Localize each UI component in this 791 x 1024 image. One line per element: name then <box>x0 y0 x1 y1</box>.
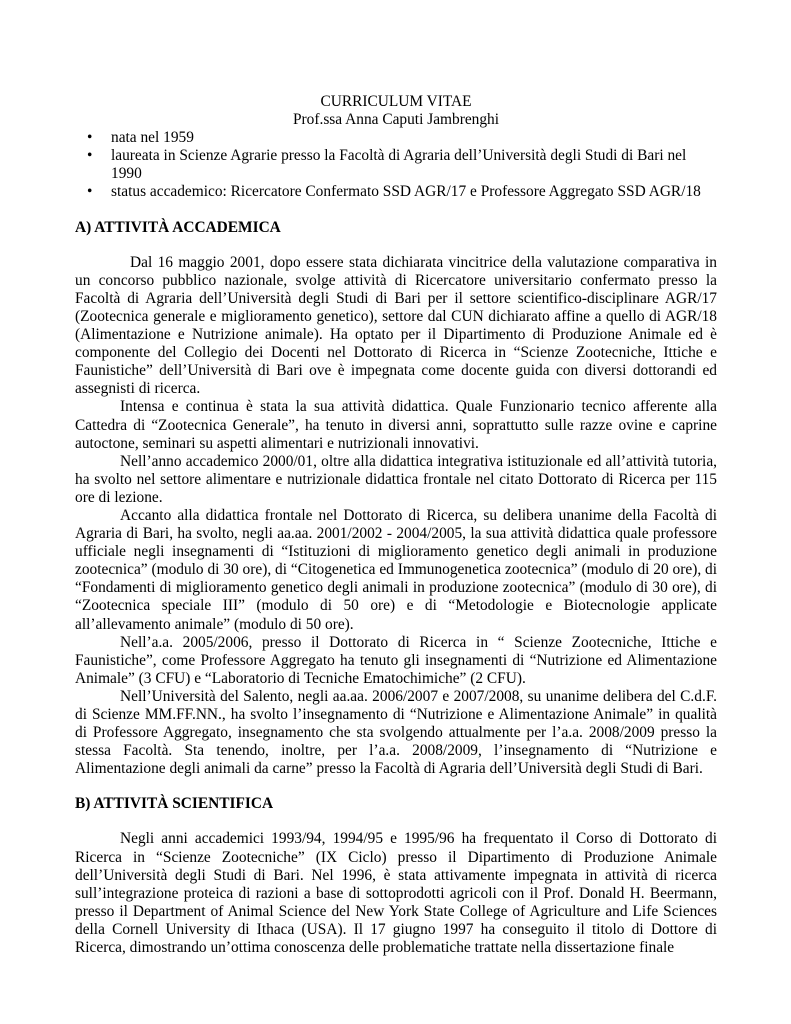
section-heading-scientific: B) ATTIVITÀ SCIENTIFICA <box>75 795 274 813</box>
paragraph: Accanto alla didattica frontale nel Dottorato di Ricerca, su delibera unanime della Facoltà di Agraria di Bari, ha svolto, negli aa.aa. 2001/2002 - 2004/2005, la sua attività didattica quale professore ufficiale negli insegnamenti di “Istituzioni di miglioramento genetico degli animali in produzione zootecnica” (modulo di 30 ore), di “Citogenetica ed Immunogenetica zootecnica” (modulo di 20 ore), di “Fondamenti di miglioramento genetico degli animali in produzione zootecnica” (modulo di 30 ore), di “Zootecnica speciale III” (modulo di 50 ore) e di “Metodologie e Biotecnologie applicate all’allevamento animale” (modulo di 50 ore). <box>75 506 717 633</box>
bullet-icon: • <box>87 183 93 201</box>
personal-info-list <box>75 129 717 201</box>
list-item-text: nata nel 1959 <box>111 129 194 147</box>
author-name: Prof.ssa Anna Caputi Jambrenghi <box>292 111 500 129</box>
list-item <box>75 183 717 201</box>
list-item <box>75 147 717 183</box>
list-item-text: status accademico: Ricercatore Confermato SSD AGR/17 e Professore Aggregato SSD AGR/18 <box>111 183 701 201</box>
section-heading-academic: A) ATTIVITÀ ACCADEMICA <box>75 218 281 236</box>
paragraph: Nell’Università del Salento, negli aa.aa. 2006/2007 e 2007/2008, su unanime delibera del C.d.F. di Scienze MM.FF.NN., ha svolto l’insegnamento di “Nutrizione e Alimentazione Animale” in qualità di Professore Aggregato, insegnamento che sta svolgendo attualmente per l’a.a. 2008/2009 presso la stessa Facoltà. Sta tenendo, inoltre, per l’a.a. 2008/2009, l’insegnamento di “Nutrizione e Alimentazione degli animali da carne” presso la Facoltà di Agraria dell’Università degli Studi di Bari. <box>75 687 717 778</box>
paragraph: Negli anni accademici 1993/94, 1994/95 e 1995/96 ha frequentato il Corso di Dottorato di Ricerca in “Scienze Zootecniche” (IX Ciclo) presso il Dipartimento di Produzione Animale dell’Università degli Studi di Bari. Nel 1996, è stata attivamente impegnata in attività di ricerca sull’integrazione proteica di razioni a base di sottoprodotti agricoli con il Prof. Donald H. Beermann, presso il Department of Animal Science del New York State College of Agriculture and Life Sciences della Cornell University di Ithaca (USA). Il 17 giugno 1997 ha conseguito il titolo di Dottore di Ricerca, dimostrando un’ottima conoscenza delle problematiche trattate nella dissertazione finale <box>75 830 717 957</box>
paragraph: Intensa e continua è stata la sua attività didattica. Quale Funzionario tecnico afferente alla Cattedra di “Zootecnica Generale”, ha tenuto in diversi anni, soprattutto sulle razze ovine e caprine autoctone, seminari su aspetti alimentari e nutrizionali innovativi. <box>75 398 717 452</box>
document-title: CURRICULUM VITAE <box>320 93 472 110</box>
list-item <box>75 129 717 147</box>
bullet-icon: • <box>87 147 93 165</box>
paragraph: Nell’anno accademico 2000/01, oltre alla didattica integrativa istituzionale ed all’attività tutoria, ha svolto nel settore alimentare e nutrizionale didattica frontale nel citato Dottorato di Ricerca per 115 ore di lezione. <box>75 452 717 506</box>
document-page <box>75 93 717 957</box>
bullet-icon: • <box>87 129 93 147</box>
paragraph: Nell’a.a. 2005/2006, presso il Dottorato di Ricerca in “ Scienze Zootecniche, Ittiche e Faunistiche”, come Professore Aggregato ha tenuto gli insegnamenti di “Nutrizione ed Alimentazione Animale” (3 CFU) e “Laboratorio di Tecniche Ematochimiche” (2 CFU). <box>75 633 717 687</box>
paragraph: Dal 16 maggio 2001, dopo essere stata dichiarata vincitrice della valutazione comparativa in un concorso pubblico nazionale, svolge attività di Ricercatore universitario confermato presso la Facoltà di Agraria dell’Università degli Studi di Bari per il settore scientifico-disciplinare AGR/17 (Zootecnica generale e miglioramento genetico), settore dal CUN dichiarato affine a quello di AGR/18 (Alimentazione e Nutrizione animale). Ha optato per il Dipartimento di Produzione Animale ed è componente del Collegio dei Docenti nel Dottorato di Ricerca in “Scienze Zootecniche, Ittiche e Faunistiche” dell’Università di Bari ove è impegnata come docente guida con diversi dottorandi ed assegnisti di ricerca. <box>75 253 717 398</box>
list-item-text: laureata in Scienze Agrarie presso la Facoltà di Agraria dell’Università degli Studi di Bari nel 1990 <box>111 147 687 183</box>
